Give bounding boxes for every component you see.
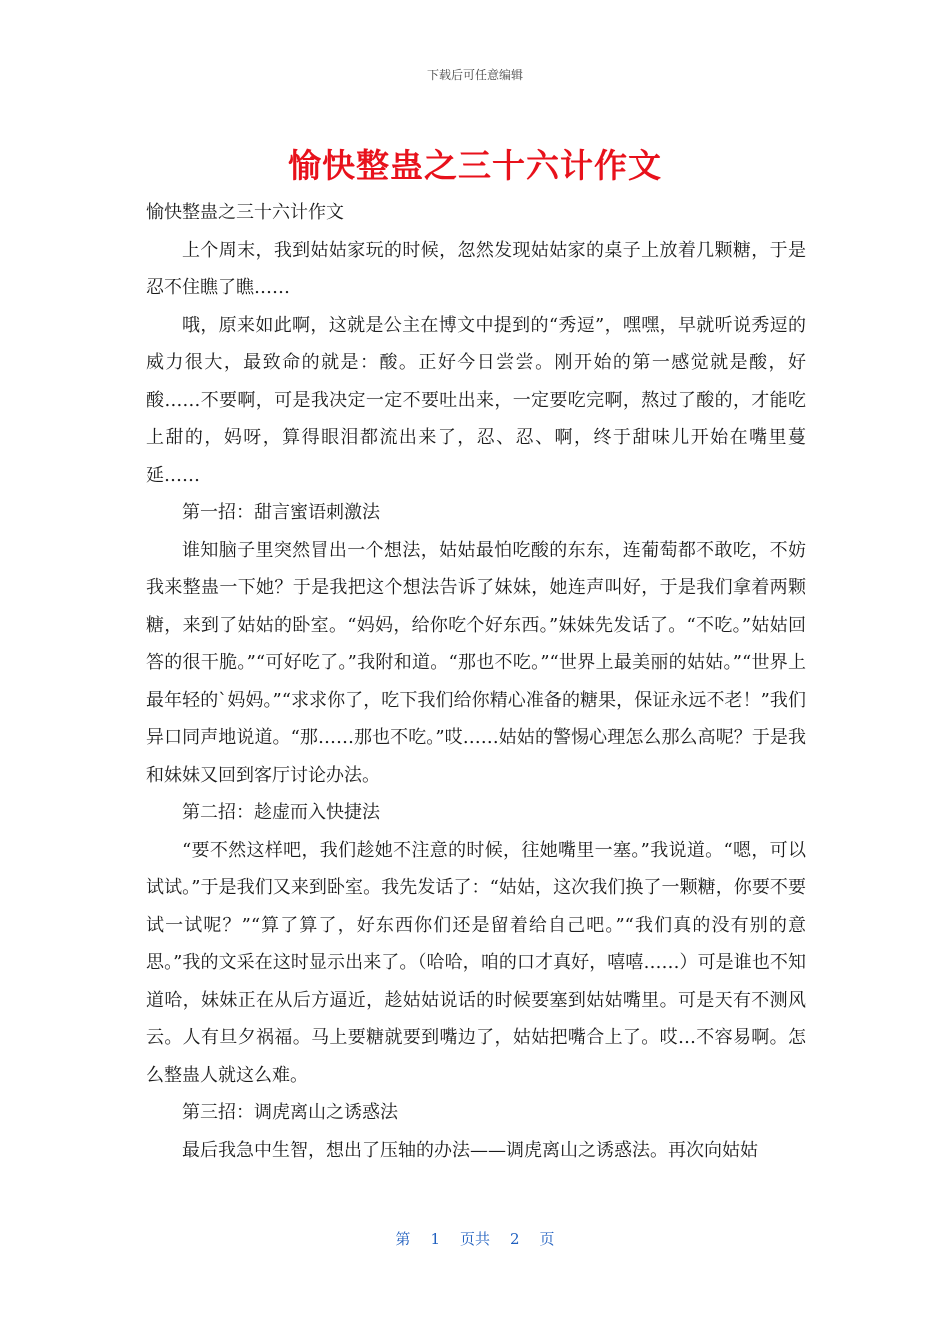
paragraph-2: 哦，原来如此啊，这就是公主在博文中提到的“秀逗”，嘿嘿，早就听说秀逗的威力很大，最致命的就是：酸。正好今日尝尝。刚开始的第一感觉就是酸，好酸……不要啊，可是我决定一定不要吐出来，一定要吃完啊，熬过了酸的，才能吃上甜的，妈呀，算得眼泪都流出来了，忍、忍、啊，终于甜味儿开始在嘴里蔓延…… xyxy=(146,314,806,486)
paragraph-4: “要不然这样吧，我们趁她不注意的时候，往她嘴里一塞。”我说道。“嗯，可以试试。”于是我们又来到卧室。我先发话了：“姑姑，这次我们换了一颗糖，你要不要试一试呢？”“算了算了，好东西你们还是留着给自己吧。”“我们真的没有别的意思。”我的文采在这时显示出来了。（哈哈，咱的口才真好，嘻嘻……）可是谁也不知道哈，妹妹正在从后方逼近，趁姑姑说话的时候要塞到姑姑嘴里。可是天有不测风云。人有旦夕祸福。马上要糖就要到嘴边了，姑姑把嘴合上了。哎…不容易啊。怎么整蛊人就这么难。 xyxy=(146,839,806,1086)
footer-page-number: 1 xyxy=(430,1230,440,1248)
subtitle-line: 愉快整蛊之三十六计作文 xyxy=(146,202,344,223)
footer-total-pages: 2 xyxy=(510,1230,520,1248)
footer-suffix: 页 xyxy=(539,1230,555,1248)
section-heading-2: 第二招：趁虚而入快捷法 xyxy=(182,802,380,823)
document-body xyxy=(146,194,806,1169)
header-note: 下载后可任意编辑 xyxy=(426,68,523,82)
section-heading-3: 第三招：调虎离山之诱惑法 xyxy=(182,1102,398,1123)
page-footer xyxy=(0,1228,950,1249)
paragraph-5: 最后我急中生智，想出了压轴的办法——调虎离山之诱惑法。再次向姑姑 xyxy=(182,1139,758,1161)
footer-prefix: 第 xyxy=(395,1230,411,1248)
footer-middle: 页共 xyxy=(459,1230,490,1248)
document-title: 愉快整蛊之三十六计作文 xyxy=(288,146,662,185)
paragraph-1: 上个周末，我到姑姑家玩的时候，忽然发现姑姑家的桌子上放着几颗糖，于是忍不住瞧了瞧…… xyxy=(146,239,806,298)
section-heading-1: 第一招：甜言蜜语刺激法 xyxy=(182,502,380,523)
paragraph-3: 谁知脑子里突然冒出一个想法，姑姑最怕吃酸的东东，连葡萄都不敢吃，不妨我来整蛊一下她？于是我把这个想法告诉了妹妹，她连声叫好，于是我们拿着两颗糖，来到了姑姑的卧室。“妈妈，给你吃个好东西。”妹妹先发话了。“不吃。”姑姑回答的很干脆。”“可好吃了。”我附和道。“那也不吃。”“世界上最美丽的姑姑。”“世界上最年轻的`妈妈。”“求求你了，吃下我们给你精心准备的糖果，保证永远不老！”我们异口同声地说道。“那……那也不吃。”哎……姑姑的警惕心理怎么那么高呢？于是我和妹妹又回到客厅讨论办法。 xyxy=(146,539,806,786)
